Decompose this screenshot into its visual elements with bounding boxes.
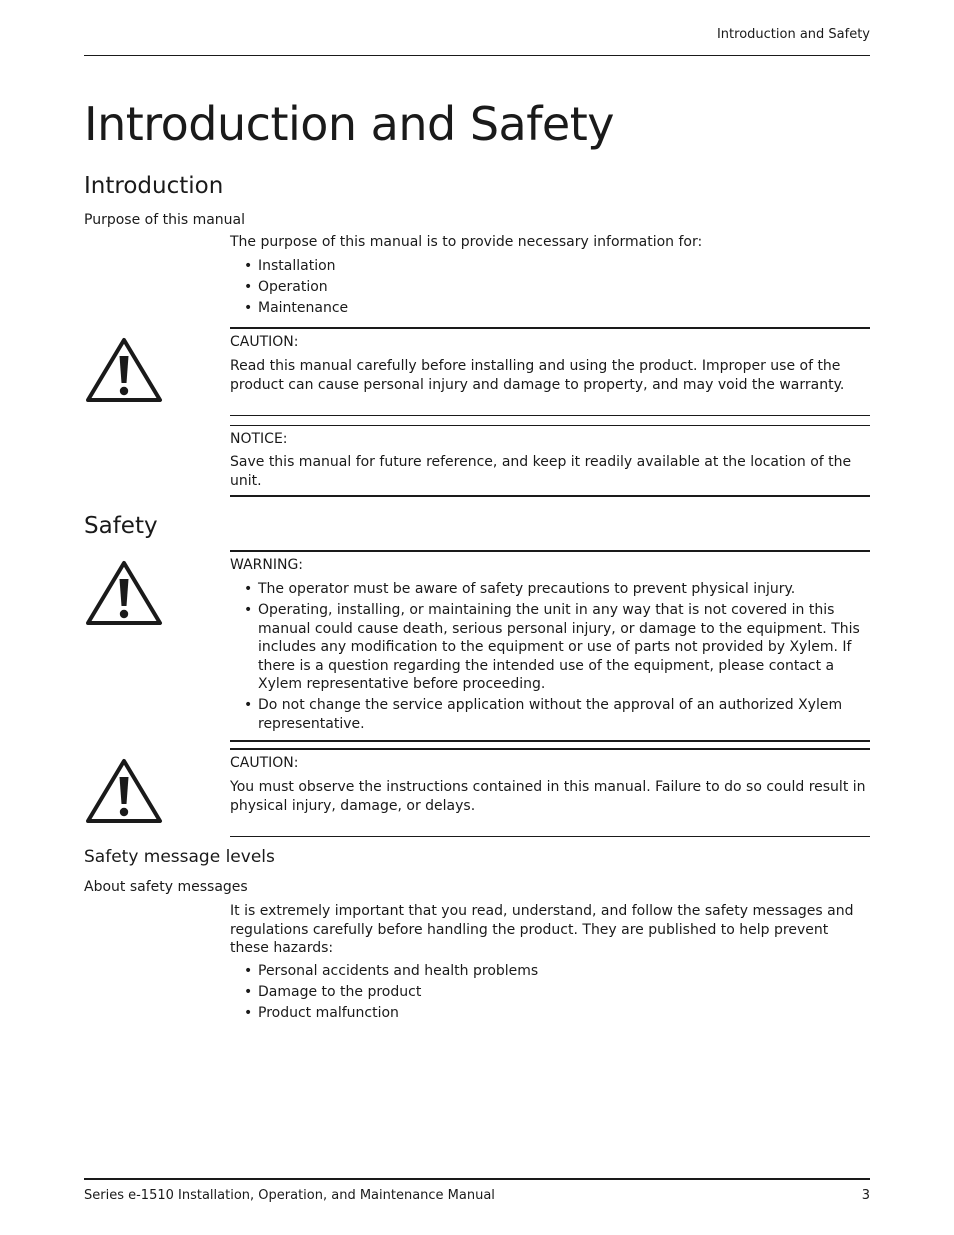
notice-text: Save this manual for future reference, and keep it readily available at the location of the unit.: [230, 454, 852, 489]
safety-levels-heading: Safety message levels: [84, 847, 275, 867]
list-item: • Maintenance: [244, 299, 349, 316]
list-item: • Installation: [244, 258, 336, 274]
about-safety-text: It is extremely important that you read, understand, and follow the safety messages and regulations carefully before handling the product. They are published to help prevent these hazards:: [230, 903, 854, 957]
purpose-text: The purpose of this manual is to provide necessary information for:: [230, 234, 703, 250]
safety-heading: Safety: [84, 513, 158, 539]
caution-label: CAUTION:: [230, 755, 299, 771]
caution-bottom-rule: [230, 415, 870, 416]
footer-rule: [84, 1178, 870, 1180]
list-item: • The operator must be aware of safety precautions to prevent physical injury.: [244, 581, 796, 597]
introduction-heading: Introduction: [84, 173, 224, 199]
list-item: • Personal accidents and health problems: [244, 963, 539, 979]
list-item: • Do not change the service application without the approval of an authorized Xylem representative.: [244, 697, 843, 732]
notice-bottom-rule: [230, 495, 870, 497]
caution-text: Read this manual carefully before installing and using the product. Improper use of the product can cause personal injury and damage to property, and may void the warranty.: [230, 358, 845, 393]
footer-manual-title: Series e-1510 Installation, Operation, and Maintenance Manual: [84, 1188, 495, 1203]
warning-triangle-icon: [84, 336, 164, 404]
notice-label: NOTICE:: [230, 431, 288, 447]
warning-list: [230, 580, 870, 736]
running-header: Introduction and Safety: [716, 27, 870, 42]
about-safety-heading: About safety messages: [84, 879, 248, 895]
warning-bottom-rule: [230, 740, 870, 742]
warning-label: WARNING:: [230, 557, 304, 573]
caution-top-rule: [230, 748, 870, 750]
caution-bottom-rule: [230, 836, 870, 837]
caution-text: You must observe the instructions contained in this manual. Failure to do so could result in physical injury, damage, or delays.: [230, 779, 866, 814]
warning-triangle-icon: [84, 757, 164, 825]
warning-triangle-icon: [84, 559, 164, 627]
hazard-list: [230, 962, 870, 1025]
list-item: • Operation: [244, 278, 328, 295]
page-title: Introduction and Safety: [84, 97, 614, 151]
page-number: 3: [861, 1188, 870, 1203]
caution-top-rule: [230, 327, 870, 329]
caution-label: CAUTION:: [230, 334, 299, 350]
list-item: • Operating, installing, or maintaining the unit in any way that is not covered in this manual could cause death, serious personal injury, or damage to the equipment. This includes any modification to the equipment or use of parts not provided by Xylem. If there is a question regarding the intended use of the equipment, please contact a Xylem representative before proceeding.: [244, 601, 860, 693]
purpose-heading: Purpose of this manual: [84, 212, 246, 228]
list-item: • Damage to the product: [244, 983, 422, 1000]
header-rule: [84, 55, 870, 56]
warning-top-rule: [230, 550, 870, 552]
purpose-list: [230, 257, 870, 320]
list-item: • Product malfunction: [244, 1004, 399, 1021]
notice-top-rule: [230, 425, 870, 426]
